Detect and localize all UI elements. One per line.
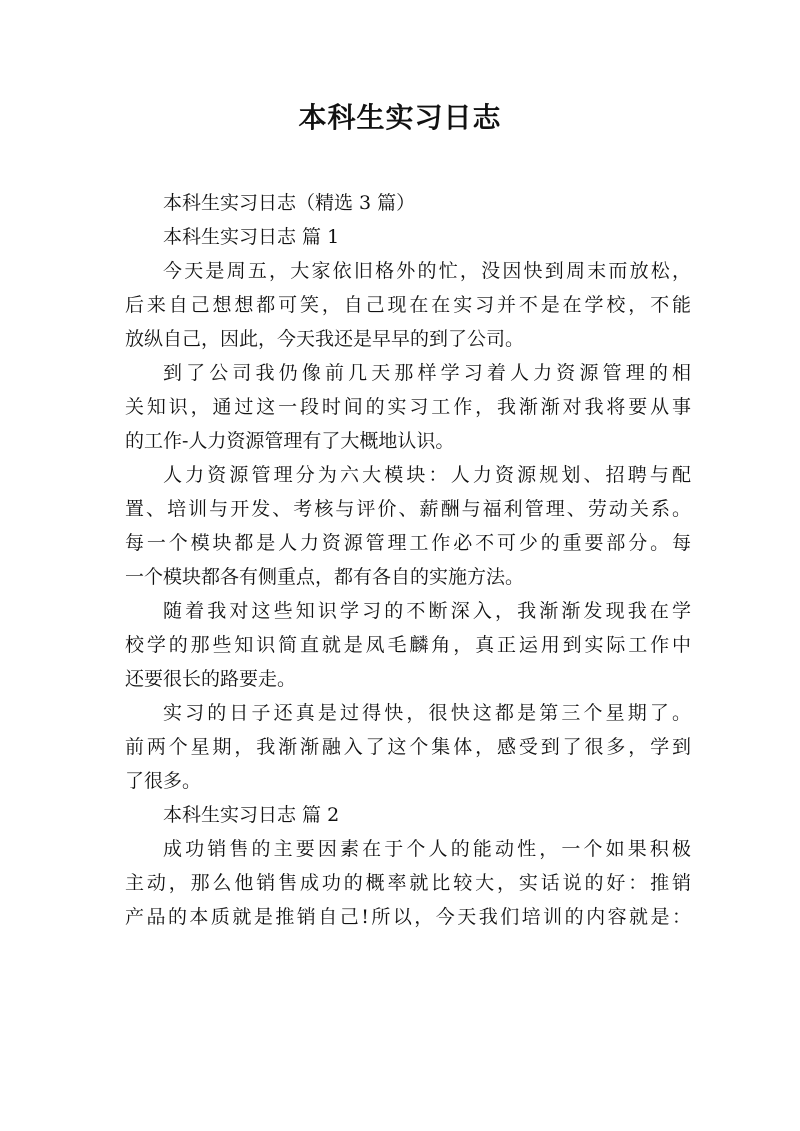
paragraph-line: 前两个星期，我渐渐融入了这个集体，感受到了很多，学到 xyxy=(125,736,691,758)
paragraph-line: 放纵自己，因此，今天我还是早早的到了公司。 xyxy=(125,328,525,350)
section-heading-1: 本科生实习日志 篇 1 xyxy=(163,226,340,248)
paragraph-line: 一个模块都各有侧重点，都有各自的实施方法。 xyxy=(125,566,525,588)
document-body xyxy=(125,186,691,934)
paragraph-line: 产品的本质就是推销自己!所以，今天我们培训的内容就是： xyxy=(125,906,691,928)
collection-heading: 本科生实习日志（精选 3 篇） xyxy=(163,192,416,214)
paragraph-line: 关知识，通过这一段时间的实习工作，我渐渐对我将要从事 xyxy=(125,396,691,418)
paragraph-line: 后来自己想想都可笑，自己现在在实习并不是在学校，不能 xyxy=(125,294,691,316)
section-heading-2: 本科生实习日志 篇 2 xyxy=(163,804,340,826)
paragraph-line: 实习的日子还真是过得快，很快这都是第三个星期了。 xyxy=(163,702,691,724)
paragraph-line: 到了公司我仍像前几天那样学习着人力资源管理的相 xyxy=(163,362,691,384)
paragraph-line: 还要很长的路要走。 xyxy=(125,668,297,690)
paragraph-line: 成功销售的主要因素在于个人的能动性，一个如果积极 xyxy=(163,838,691,860)
paragraph-line: 每一个模块都是人力资源管理工作必不可少的重要部分。每 xyxy=(125,532,691,554)
paragraph-line: 今天是周五，大家依旧格外的忙，没因快到周末而放松， xyxy=(163,260,691,282)
paragraph-line: 了很多。 xyxy=(125,770,202,792)
paragraph-line: 校学的那些知识简直就是凤毛麟角，真正运用到实际工作中 xyxy=(125,634,691,656)
document-title: 本科生实习日志 xyxy=(298,101,502,134)
paragraph-line: 随着我对这些知识学习的不断深入，我渐渐发现我在学 xyxy=(163,600,691,622)
paragraph-line: 主动，那么他销售成功的概率就比较大，实话说的好：推销 xyxy=(125,872,691,894)
paragraph-line: 置、培训与开发、考核与评价、薪酬与福利管理、劳动关系。 xyxy=(125,498,691,520)
paragraph-line: 人力资源管理分为六大模块：人力资源规划、招聘与配 xyxy=(163,464,691,486)
paragraph-line: 的工作-人力资源管理有了大概地认识。 xyxy=(125,430,455,452)
